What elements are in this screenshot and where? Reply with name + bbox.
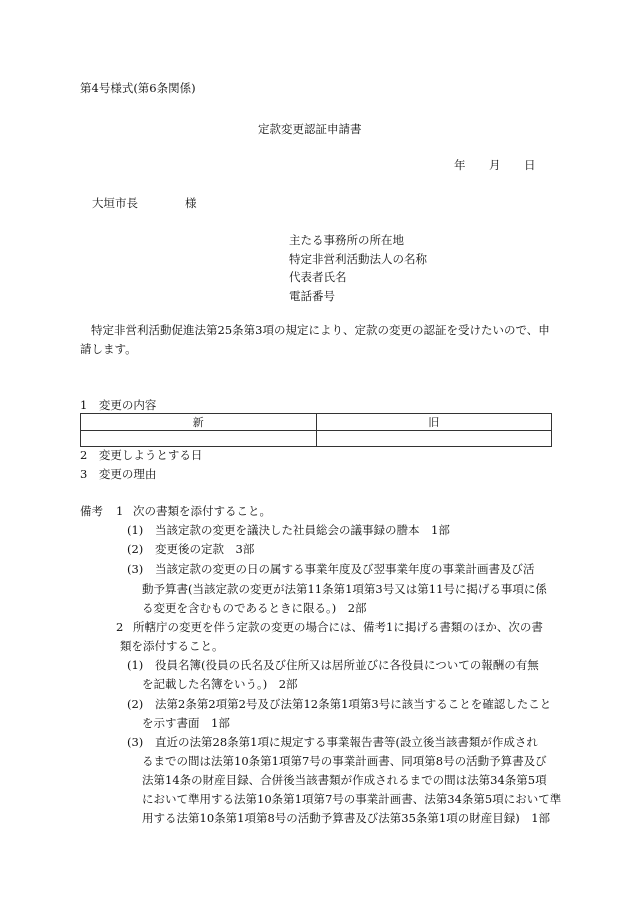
date-year-label: 年 — [454, 158, 466, 172]
item-change-date: 2 変更しようとする日 — [80, 448, 203, 462]
change-table — [80, 413, 552, 447]
remarks-1-item-3-line-2: 動予算書(当該定款の変更が法第11条第1項第3号又は第11号に掲げる事項に係 — [142, 582, 547, 596]
date-month-label: 月 — [489, 158, 501, 172]
remarks-1-item-3-line-3: る変更を含むものであるときに限る。) 2部 — [142, 601, 367, 615]
remarks-1-text: 次の書類を添付すること。 — [133, 504, 271, 518]
remarks-1-item-3-line-1: 当該定款の変更の日の属する事業年度及び翌事業年度の事業計画書及び活 — [155, 562, 535, 576]
header-new: 新 — [81, 414, 317, 431]
remarks-2-item-3-line-5: 用する法第10条第1項第8号の活動予算書及び法第35条第1項の財産目録) 1部 — [142, 811, 551, 825]
remarks-2-item-2-number: (2) — [127, 697, 144, 711]
remarks-1-item-1-text: 当該定款の変更を議決した社員総会の議事録の謄本 1部 — [155, 523, 450, 537]
change-table-header-row — [81, 414, 552, 431]
remarks-1-number: 1 — [116, 504, 124, 518]
remarks-2-item-2-line-1: 法第2条第2項第2号及び法第12条第1項第3号に該当することを確認したこと — [155, 697, 552, 711]
body-text-line-1: 特定非営利活動促進法第25条第3項の規定により、定款の変更の認証を受けたいので、申 — [91, 323, 550, 337]
applicant-representative: 代表者氏名 — [289, 270, 347, 284]
cell-new — [81, 431, 317, 447]
cell-old — [316, 431, 552, 447]
item-change-content: 1 変更の内容 — [80, 398, 157, 412]
remarks-2-item-3-line-3: 法第14条の財産目録、合併後当該書類が作成されるまでの間は法第34条第5項 — [142, 773, 547, 787]
remarks-2-item-3-line-1: 直近の法第28条第1項に規定する事業報告書等(設立後当該書類が作成され — [155, 735, 538, 749]
remarks-1-item-2-number: (2) — [127, 542, 144, 556]
form-number: 第4号様式(第6条関係) — [80, 81, 196, 95]
document-title: 定款変更認証申請書 — [258, 122, 362, 136]
body-text-line-2: 請します。 — [80, 342, 137, 356]
applicant-corporation-name: 特定非営利活動法人の名称 — [289, 252, 427, 266]
addressee-honorific: 様 — [185, 196, 197, 210]
header-old: 旧 — [316, 414, 552, 431]
remarks-2-item-2-line-2: を示す書面 1部 — [142, 716, 230, 730]
change-table-row — [81, 431, 552, 447]
remarks-2-line-2: 類を添付すること。 — [120, 639, 224, 653]
date-day-label: 日 — [524, 158, 536, 172]
remarks-1-item-3-number: (3) — [127, 562, 144, 576]
remarks-label: 備考 — [80, 504, 103, 518]
applicant-phone: 電話番号 — [289, 289, 335, 303]
remarks-2-item-3-line-4: において準用する法第10条第1項第7号の事業計画書、法第34条第5項において準 — [142, 792, 562, 806]
remarks-2-item-1-line-1: 役員名簿(役員の氏名及び住所又は居所並びに各役員についての報酬の有無 — [155, 658, 539, 672]
remarks-2-item-1-line-2: を記載した名簿をいう。) 2部 — [142, 677, 298, 691]
remarks-1-item-2-text: 変更後の定款 3部 — [155, 542, 255, 556]
applicant-office-address: 主たる事務所の所在地 — [289, 233, 404, 247]
addressee-name: 大垣市長 — [92, 196, 138, 210]
remarks-2-number: 2 — [116, 620, 124, 634]
remarks-2-item-3-number: (3) — [127, 735, 144, 749]
remarks-2-item-1-number: (1) — [127, 658, 144, 672]
remarks-1-item-1-number: (1) — [127, 523, 144, 537]
remarks-2-item-3-line-2: るまでの間は法第10条第1項第7号の事業計画書、同項第8号の活動予算書及び — [142, 754, 547, 768]
remarks-2-line-1: 所轄庁の変更を伴う定款の変更の場合には、備考1に掲げる書類のほか、次の書 — [133, 620, 543, 634]
item-change-reason: 3 変更の理由 — [80, 467, 157, 481]
